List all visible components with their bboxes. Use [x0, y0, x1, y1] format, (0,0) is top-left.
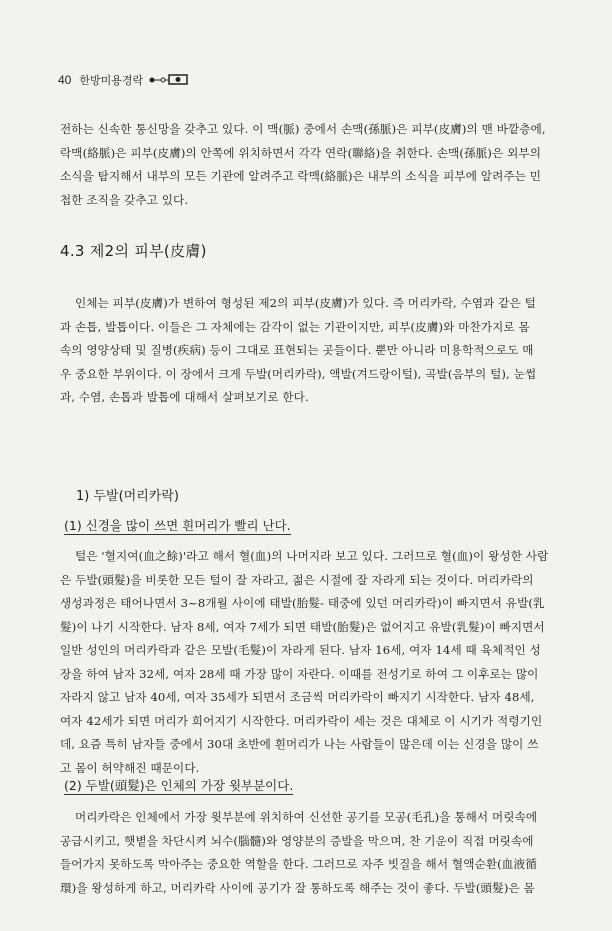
text-line: 여자 42세가 되면 머리가 희어지기 시작한다. 머리카락이 세는 것은 대체로 이 시기가 적령기인	[60, 713, 543, 728]
section-heading: 4.3 제2의 피부(皮膚)	[60, 242, 207, 260]
item-heading-1	[64, 516, 291, 534]
text-line: 고 몸이 허약해진 때문이다.	[60, 760, 200, 775]
text-line: 들어가지 못하도록 막아주는 중요한 역할을 한다. 그러므로 자주 빗질을 해서 혈액순환(血液循	[60, 857, 537, 871]
text-line: 머리카락은 인체에서 가장 윗부분에 위치하여 신선한 공기를 모공(毛孔)을 통해서 머릿속에	[75, 810, 538, 824]
text-line: 털은 '혈지여(血之餘)'라고 해서 혈(血)의 나머지라 보고 있다. 그러므로 혈(血)이 왕성한 사람	[75, 549, 549, 563]
text-line: 은 두발(頭髮)을 비롯한 모든 털이 잘 자라고, 젊은 시절에 잘 자라게 되는 것이다. 머리카락의	[60, 572, 534, 587]
running-header	[58, 70, 189, 89]
paragraph-hair-function	[60, 806, 590, 900]
book-title: 한방미용경락	[79, 73, 144, 87]
text-line: 생성과정은 태어나면서 3~8개월 사이에 태발(胎髮- 태중에 있던 머리카락)이 빠지면서 유발(乳	[60, 596, 545, 610]
text-line: 일반 성인의 머리카락과 같은 모발(毛髮)이 자라게 된다. 남자 16세, 여자 14세 때 육체적인 성	[60, 643, 541, 657]
text-line: 장을 하여 남자 32세, 여자 28세 때 가장 많이 자란다. 이때를 전성기로 하여 그 이후로는 많이	[60, 666, 539, 681]
paragraph-hair-growth	[60, 545, 590, 780]
paragraph-intro	[60, 118, 590, 212]
item-heading-2	[64, 776, 293, 794]
text-line: 락맥(絡脈)은 피부(皮膚)의 안쪽에 위치하면서 각각 연락(聯絡)을 취한다. 손맥(孫脈)은 외부의	[60, 145, 541, 160]
text-line: 데, 요즘 특히 남자들 중에서 30대 초반에 흰머리가 나는 사람들이 많은데 이는 신경을 많이 쓰	[60, 737, 539, 751]
text-line: 環)을 왕성하게 하고, 머리카락 사이에 공기가 잘 통하도록 해주는 것이 좋다. 두발(頭髮)은 몸	[60, 880, 535, 895]
paragraph-section-intro	[60, 292, 590, 410]
text-line: 髮)이 나기 시작한다. 남자 8세, 여자 7세가 되면 태발(胎髮)은 없어지고 유발(乳髮)이 빠지면서	[60, 619, 545, 634]
subsection-heading: 1) 두발(머리카락)	[76, 489, 179, 504]
text-line: 과, 수염, 손톱과 발톱에 대해서 살펴보기로 한다.	[60, 390, 309, 404]
text-line: 인체는 피부(皮膚)가 변하여 형성된 제2의 피부(皮膚)가 있다. 즉 머리카락, 수염과 같은 털	[75, 296, 536, 310]
item-heading-text: (1) 신경을 많이 쓰면 흰머리가 빨리 난다.	[64, 518, 291, 533]
header-ornament-icon	[149, 70, 189, 89]
text-line: 전하는 신속한 통신망을 갖추고 있다. 이 맥(脈) 중에서 손맥(孫脈)은 피부(皮膚)의 맨 바깥층에,	[60, 122, 546, 136]
text-line: 우 중요한 부위이다. 이 장에서 크게 두발(머리카락), 액발(겨드랑이털), 곡발(음부의 털), 눈썹	[60, 366, 537, 381]
text-line: 소식을 탐지해서 내부의 모든 기관에 알려주고 락맥(絡脈)은 내부의 소식을 피부에 알려주는 민	[60, 169, 542, 183]
text-line: 과 손톱, 발톱이다. 이들은 그 자체에는 감각이 없는 기관이지만, 피부(皮膚)와 마찬가지로 몸	[60, 319, 530, 334]
text-line: 공급시키고, 햇볕을 차단시켜 뇌수(腦髓)와 영양분의 증발을 막으며, 찬 기운이 직접 머릿속에	[60, 833, 534, 848]
item-heading-text: (2) 두발(頭髮)은 인체의 가장 윗부분이다.	[64, 778, 294, 793]
text-line: 첩한 조직을 갖추고 있다.	[60, 192, 189, 207]
text-line: 속의 영양상태 및 질병(疾病) 등이 그대로 표현되는 곳들이다. 뿐만 아니라 미용학적으로도 매	[60, 343, 534, 357]
page-number: 40	[58, 72, 72, 87]
text-line: 자라지 않고 남자 40세, 여자 35세가 되면서 조금씩 머리카락이 빠지기 시작한다. 남자 48세,	[60, 690, 535, 704]
